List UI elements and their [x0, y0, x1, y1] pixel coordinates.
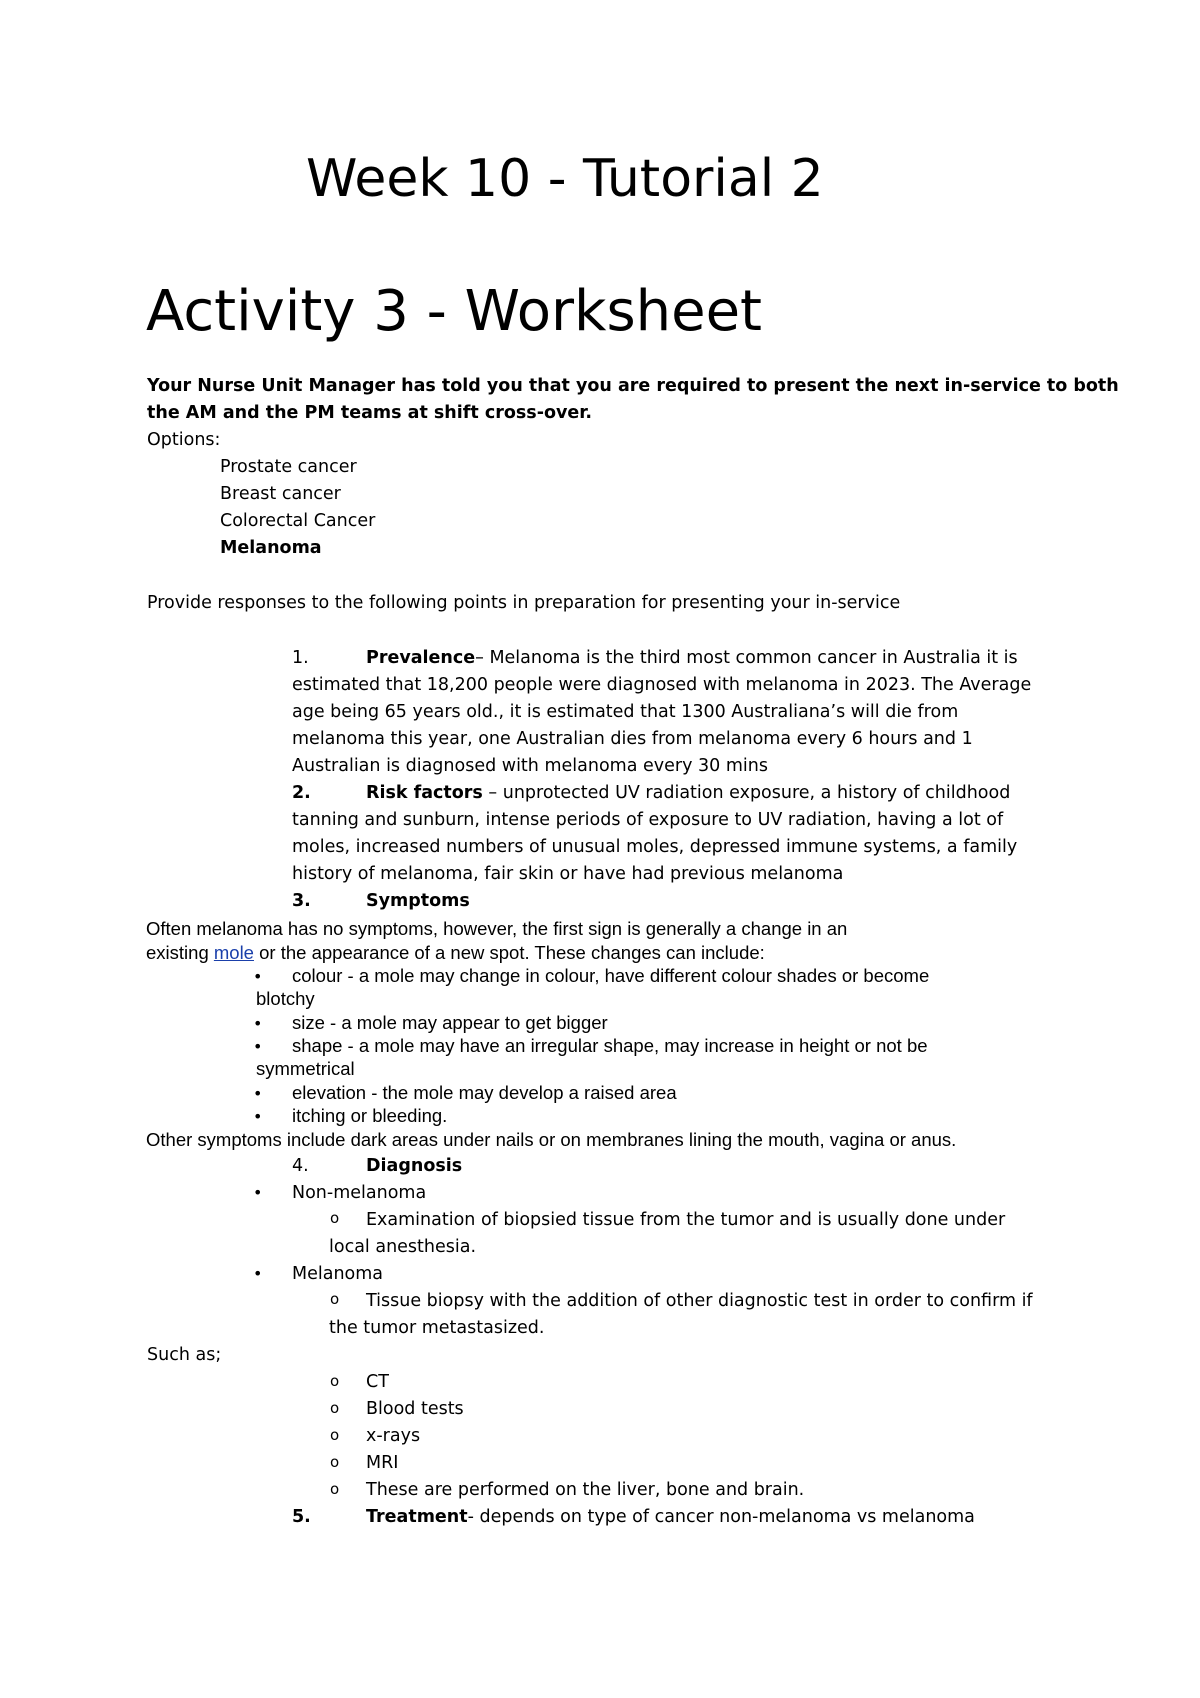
s2-line-2: tanning and sunburn, intense periods of exposure to UV radiation, having a lot of [292, 810, 1004, 830]
s2-label: Risk factors [366, 783, 483, 803]
bullet-icon: • [253, 967, 263, 986]
s1-line-5: Australian is diagnosed with melanoma every 30 mins [292, 756, 768, 776]
s5-line [366, 1504, 975, 1531]
s2-line-4: history of melanoma, fair skin or have had previous melanoma [292, 864, 844, 884]
page-title: Week 10 - Tutorial 2 [306, 149, 824, 209]
s3-number: 3. [292, 891, 311, 911]
tests-location-note: These are performed on the liver, bone and brain. [366, 1480, 805, 1500]
non-melanoma-detail-1: Examination of biopsied tissue from the tumor and is usually done under [366, 1210, 1006, 1230]
s1-line-1-text: – Melanoma is the third most common cancer in Australia it is [475, 648, 1018, 668]
intro-line-1: Your Nurse Unit Manager has told you that you are required to present the next in-service to both [147, 376, 1119, 396]
test-ct: CT [366, 1372, 389, 1392]
bullet-icon: • [253, 1084, 263, 1103]
circle-bullet-icon: o [330, 1209, 340, 1227]
circle-bullet-icon: o [330, 1453, 340, 1471]
circle-bullet-icon: o [330, 1399, 340, 1417]
s4-number: 4. [292, 1156, 309, 1176]
s5-number: 5. [292, 1507, 311, 1527]
melanoma-detail-2: the tumor metastasized. [329, 1318, 545, 1338]
test-mri: MRI [366, 1453, 399, 1473]
s3-p2-post: or the appearance of a new spot. These changes can include: [253, 942, 765, 963]
s1-line-3: age being 65 years old., it is estimated that 1300 Australiana’s will die from [292, 702, 959, 722]
s2-line-1-text: – unprotected UV radiation exposure, a history of childhood [482, 783, 1011, 803]
s3-label: Symptoms [366, 891, 470, 911]
s2-line-1 [366, 780, 1010, 807]
intro-line-2: the AM and the PM teams at shift cross-over. [147, 403, 593, 423]
test-xrays: x-rays [366, 1426, 421, 1446]
s3-paragraph-2 [146, 941, 765, 964]
option-breast: Breast cancer [220, 484, 341, 504]
options-label: Options: [147, 430, 221, 450]
s3-other-symptoms: Other symptoms include dark areas under nails or on membranes lining the mouth, vagina or anus. [146, 1129, 957, 1150]
diagnosis-melanoma: Melanoma [292, 1264, 384, 1284]
circle-bullet-icon: o [330, 1426, 340, 1444]
symptom-colour-cont: blotchy [256, 988, 315, 1009]
circle-bullet-icon: o [330, 1290, 340, 1308]
bullet-icon: • [253, 1014, 263, 1033]
s1-line-4: melanoma this year, one Australian dies from melanoma every 6 hours and 1 [292, 729, 973, 749]
s3-paragraph-1: Often melanoma has no symptoms, however, the first sign is generally a change in an [146, 918, 848, 939]
s2-number: 2. [292, 783, 311, 803]
option-melanoma: Melanoma [220, 538, 322, 558]
option-prostate: Prostate cancer [220, 457, 357, 477]
test-blood: Blood tests [366, 1399, 464, 1419]
bullet-icon: • [253, 1037, 263, 1056]
s5-text: - depends on type of cancer non-melanoma vs melanoma [467, 1507, 975, 1527]
instruction-text: Provide responses to the following points in preparation for presenting your in-service [147, 593, 901, 613]
such-as-label: Such as; [147, 1345, 222, 1365]
s1-line-1 [366, 645, 1018, 672]
symptom-shape: shape - a mole may have an irregular shape, may increase in height or not be [292, 1035, 928, 1056]
symptom-shape-cont: symmetrical [256, 1058, 355, 1079]
option-colorectal: Colorectal Cancer [220, 511, 376, 531]
bullet-icon: • [253, 1107, 263, 1126]
symptom-colour: colour - a mole may change in colour, have different colour shades or become [292, 965, 930, 986]
bullet-icon: • [253, 1264, 263, 1283]
s5-label: Treatment [366, 1507, 468, 1527]
diagnosis-non-melanoma: Non-melanoma [292, 1183, 427, 1203]
s2-line-3: moles, increased numbers of unusual moles, depressed immune systems, a family [292, 837, 1018, 857]
s3-p2-pre: existing [146, 942, 214, 963]
s1-label: Prevalence [366, 648, 476, 668]
non-melanoma-detail-2: local anesthesia. [329, 1237, 477, 1257]
symptom-elevation: elevation - the mole may develop a raised area [292, 1082, 677, 1103]
mole-link[interactable]: mole [213, 942, 254, 963]
symptom-size: size - a mole may appear to get bigger [292, 1012, 608, 1033]
melanoma-detail-1: Tissue biopsy with the addition of other diagnostic test in order to confirm if [366, 1291, 1033, 1311]
circle-bullet-icon: o [330, 1480, 340, 1498]
symptom-itching: itching or bleeding. [292, 1105, 448, 1126]
circle-bullet-icon: o [330, 1372, 340, 1390]
worksheet-heading: Activity 3 - Worksheet [146, 279, 762, 344]
bullet-icon: • [253, 1183, 263, 1202]
s1-number: 1. [292, 648, 309, 668]
s4-label: Diagnosis [366, 1156, 463, 1176]
s1-line-2: estimated that 18,200 people were diagnosed with melanoma in 2023. The Average [292, 675, 1032, 695]
